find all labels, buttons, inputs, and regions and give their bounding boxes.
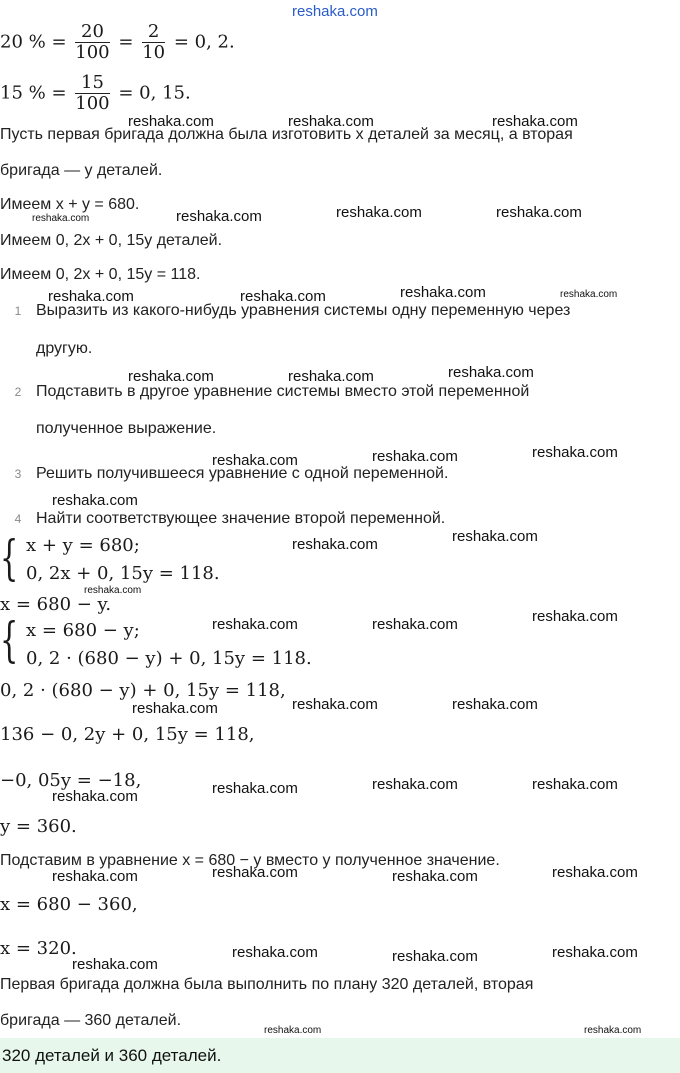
watermark: reshaka.com xyxy=(52,868,138,885)
eq20-den1: 100 xyxy=(75,42,110,63)
step-number: 3 xyxy=(14,467,22,481)
system-2-eq-a: x = 680 − y; xyxy=(26,620,140,641)
step-1-cont xyxy=(36,340,92,358)
equation-15-percent xyxy=(0,73,191,114)
system-1-eq-a: x + y = 680; xyxy=(26,535,140,556)
eq15-num1: 15 xyxy=(75,73,109,94)
equation-20-percent xyxy=(0,22,235,63)
watermark: reshaka.com xyxy=(288,113,374,130)
step-text: Найти соответствующее значение второй переменной. xyxy=(36,510,446,527)
watermark: reshaka.com xyxy=(496,204,582,221)
eq20-mid: = xyxy=(118,31,134,53)
watermark: reshaka.com xyxy=(48,288,134,305)
eq20-den2: 10 xyxy=(142,42,166,63)
step-1 xyxy=(0,302,570,320)
watermark: reshaka.com xyxy=(552,944,638,961)
eq20-rhs: = 0, 2. xyxy=(173,31,235,53)
watermark: reshaka.com xyxy=(288,368,374,385)
equation-step-2: 136 − 0, 2y + 0, 15y = 118, xyxy=(0,724,255,745)
answer-text: 320 деталей и 360 деталей. xyxy=(2,1046,222,1065)
watermark: reshaka.com xyxy=(128,368,214,385)
watermark: reshaka.com xyxy=(212,616,298,633)
watermark: reshaka.com xyxy=(532,608,618,625)
watermark: reshaka.com xyxy=(264,1025,322,1036)
watermark: reshaka.com xyxy=(128,113,214,130)
system-brace-1: { xyxy=(0,530,19,586)
paragraph-let-cont: бригада — y деталей. xyxy=(0,162,163,179)
eq20-lhs: 20 % = xyxy=(0,31,67,53)
equation-y-result: y = 360. xyxy=(0,816,77,837)
system-1 xyxy=(26,532,220,588)
paragraph-substitute: Подставим в уравнение x = 680 − y вместо y полученное значение. xyxy=(0,852,500,869)
watermark: reshaka.com xyxy=(212,864,298,881)
paragraph-have-sum: Имеем x + y = 680. xyxy=(0,196,140,213)
system-1-eq-b: 0, 2x + 0, 15y = 118. xyxy=(26,563,220,584)
step-4 xyxy=(0,510,445,528)
step-text: Подставить в другое уравнение системы вместо этой переменной xyxy=(36,383,530,400)
eq20-num1: 20 xyxy=(75,22,109,43)
eq15-den1: 100 xyxy=(75,93,110,114)
watermark: reshaka.com xyxy=(372,448,458,465)
watermark: reshaka.com xyxy=(292,696,378,713)
equation-step-1: 0, 2 · (680 − y) + 0, 15y = 118, xyxy=(0,680,286,701)
equation-x-result: x = 320. xyxy=(0,938,77,959)
watermark: reshaka.com xyxy=(532,444,618,461)
watermark: reshaka.com xyxy=(584,1025,642,1036)
paragraph-conclusion: Первая бригада должна была выполнить по плану 320 деталей, вторая xyxy=(0,976,534,993)
fraction-20-100 xyxy=(75,22,109,63)
watermark: reshaka.com xyxy=(292,536,378,553)
step-2 xyxy=(0,383,529,401)
watermark: reshaka.com xyxy=(372,616,458,633)
equation-step-3: −0, 05y = −18, xyxy=(0,770,142,791)
answer-box xyxy=(0,1038,680,1073)
fraction-15-100 xyxy=(75,73,109,114)
watermark: reshaka.com xyxy=(72,956,158,973)
step-text: Выразить из какого-нибудь уравнения системы одну переменную через xyxy=(36,302,571,319)
system-brace-2: { xyxy=(0,612,19,668)
fraction-2-10 xyxy=(142,22,165,63)
step-3 xyxy=(0,465,448,483)
watermark: reshaka.com xyxy=(392,948,478,965)
eq15-rhs: = 0, 15. xyxy=(118,82,191,104)
watermark: reshaka.com xyxy=(448,364,534,381)
watermark: reshaka.com xyxy=(452,696,538,713)
watermark: reshaka.com xyxy=(240,288,326,305)
watermark: reshaka.com xyxy=(492,113,578,130)
watermark: reshaka.com xyxy=(336,204,422,221)
watermark: reshaka.com xyxy=(232,944,318,961)
watermark: reshaka.com xyxy=(392,868,478,885)
watermark: reshaka.com xyxy=(532,776,618,793)
step-2-cont xyxy=(36,420,216,438)
equation-x-subst: x = 680 − 360, xyxy=(0,894,138,915)
watermark: reshaka.com xyxy=(132,700,218,717)
step-number: 4 xyxy=(14,512,22,526)
watermark: reshaka.com xyxy=(32,213,90,224)
eq15-lhs: 15 % = xyxy=(0,82,67,104)
paragraph-let: Пусть первая бригада должна была изготовить x деталей за месяц, а вторая xyxy=(0,126,573,143)
step-text: Решить получившееся уравнение с одной переменной. xyxy=(36,465,449,482)
step-text: другую. xyxy=(36,340,93,357)
watermark-top[interactable]: reshaka.com xyxy=(292,3,378,20)
watermark: reshaka.com xyxy=(52,492,138,509)
watermark: reshaka.com xyxy=(452,528,538,545)
watermark: reshaka.com xyxy=(372,776,458,793)
paragraph-have-parts: Имеем 0, 2x + 0, 15y деталей. xyxy=(0,232,223,249)
step-text: полученное выражение. xyxy=(36,420,217,437)
expr-x: x = 680 − y. xyxy=(0,594,112,615)
paragraph-have-equation: Имеем 0, 2x + 0, 15y = 118. xyxy=(0,266,201,283)
eq20-num2: 2 xyxy=(142,22,165,43)
watermark: reshaka.com xyxy=(552,864,638,881)
system-2-eq-b: 0, 2 · (680 − y) + 0, 15y = 118. xyxy=(26,648,312,669)
watermark: reshaka.com xyxy=(52,788,138,805)
watermark: reshaka.com xyxy=(176,208,262,225)
watermark: reshaka.com xyxy=(212,780,298,797)
paragraph-conclusion-cont: бригада — 360 деталей. xyxy=(0,1012,182,1029)
watermark: reshaka.com xyxy=(212,452,298,469)
watermark: reshaka.com xyxy=(84,585,142,596)
watermark: reshaka.com xyxy=(560,289,618,300)
step-number: 1 xyxy=(14,304,22,318)
watermark: reshaka.com xyxy=(400,284,486,301)
step-number: 2 xyxy=(14,385,22,399)
